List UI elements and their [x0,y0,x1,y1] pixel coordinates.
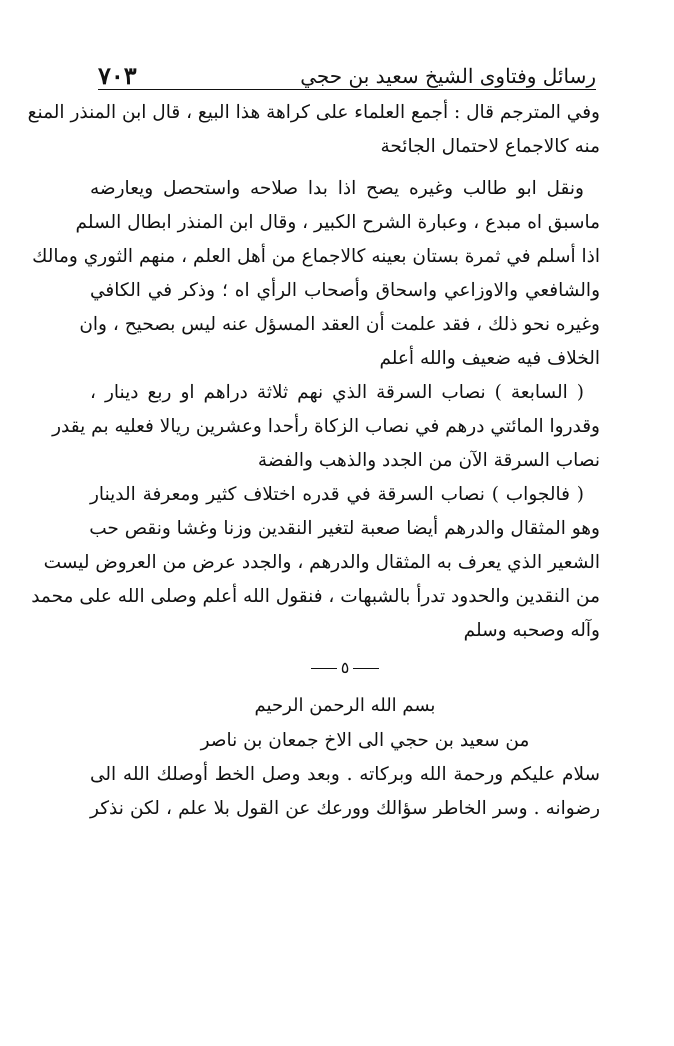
letter [90,688,600,826]
text-line: من النقدين والحدود تدرأ بالشبهات ، فنقول الله أعلم وصلى الله على محمد [31,586,600,607]
text-line: وقدروا المائتي درهم في نصاب الزكاة رأحدا وعشرين ريالا فعليه بم يقدر [52,416,600,437]
section-separator [90,648,600,688]
text-line: ونقل ابو طالب وغيره يصح اذا بدا صلاحه واستحصل ويعارضه [90,178,584,199]
separator-dash [353,668,379,669]
paragraph-salam-ruling [32,172,600,376]
paragraph-answer [31,478,600,648]
text-line: ( السابعة ) نصاب السرقة الذي نهم ثلاثة دراهم او ربع دينار ، [90,382,584,403]
text-line: الشعير الذي يعرف به المثقال والدرهم ، والجدد عرض من العروض ليست [43,552,600,573]
text-line: ماسبق اه مبدع ، وعبارة الشرح الكبير ، وقال ابن المنذر ابطال السلم [75,212,600,233]
text-line: سلام عليكم ورحمة الله وبركاته . وبعد وصل الخط أوصلك الله الى [90,764,600,785]
text-line: ( فالجواب ) نصاب السرقة في قدره اختلاف كثير ومعرفة الدينار [90,484,584,505]
text-line: وفي المترجم قال : أجمع العلماء على كراهة هذا البيع ، قال ابن المنذر المنع [27,102,600,123]
text-line: والشافعي والاوزاعي واسحاق وأصحاب الرأي اه ؛ وذكر في الكافي [90,280,600,301]
text-line: منه كالاجماع لاحتمال الجائحة [380,136,600,157]
text-line: نصاب السرقة الآن من الجدد والذهب والفضة [257,450,600,471]
text-line: وآله وصحبه وسلم [463,620,600,641]
page-number: ٧٠٣ [98,61,137,90]
page-body [27,96,600,826]
text-line: وغيره نحو ذلك ، فقد علمت أن العقد المسؤل عنه ليس بصحيح ، وان [79,314,600,335]
separator-dash [311,668,337,669]
basmala: بسم الله الرحمن الرحيم [254,695,436,716]
paragraph-seventh-question [52,376,600,478]
letter-addressee: من سعيد بن حجي الى الاخ جمعان بن ناصر [200,730,530,751]
separator-mark: ٥ [340,658,350,677]
running-title: رسائل وفتاوى الشيخ سعيد بن حجي [300,64,596,88]
paragraph-sale-consensus [27,96,600,164]
page-header [98,55,596,90]
text-line: الخلاف فيه ضعيف والله أعلم [379,348,600,369]
text-line: اذا أسلم في ثمرة بستان بعينه كالاجماع من أهل العلم ، منهم الثوري ومالك [32,246,600,267]
text-line: وهو المثقال والدرهم أيضا صعبة لتغير النقدين وزنا وغشا ونقص حب [89,518,600,539]
text-line: رضوانه . وسر الخاطر سؤالك وورعك عن القول بلا علم ، لكن نذكر [90,798,600,819]
